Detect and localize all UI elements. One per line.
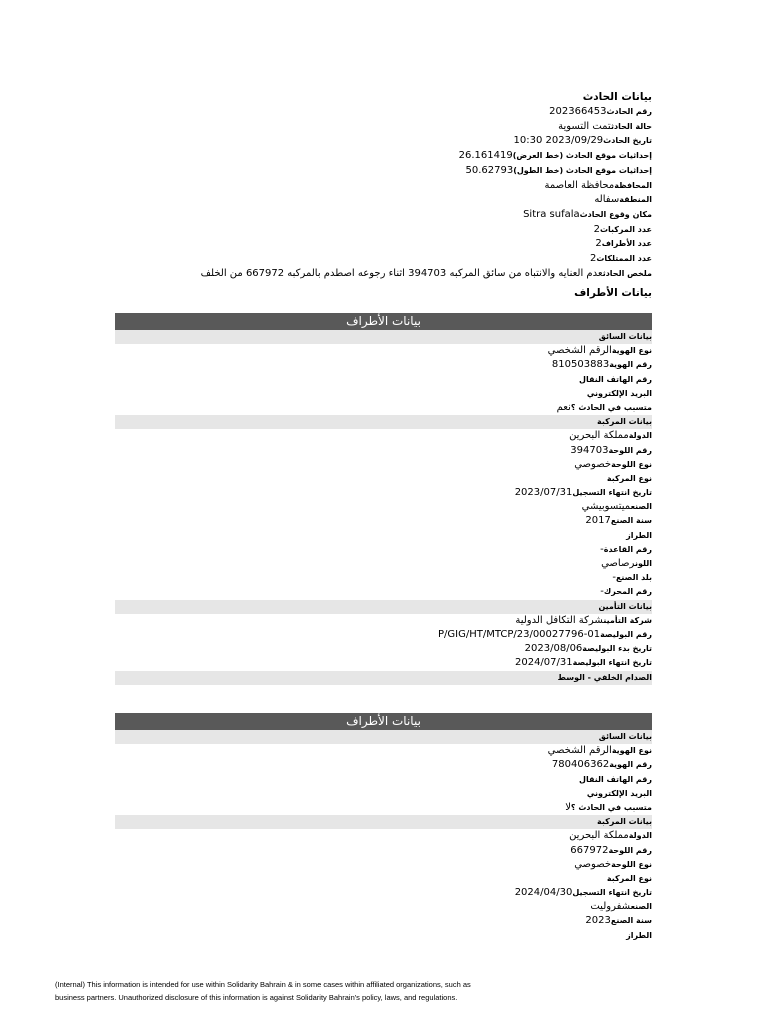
table-row [115, 472, 652, 486]
incident-section [200, 89, 652, 281]
table-row [115, 458, 652, 472]
incident-field [200, 105, 652, 120]
row-label: بيانات السائق [598, 732, 652, 741]
row-label: بيانات المركبة [597, 817, 652, 827]
row-label: تاريخ انتهاء البوليصة [572, 658, 652, 668]
table-row [115, 571, 652, 585]
field-label: عدد الممتلكات [596, 254, 652, 264]
field-value: محافظة العاصمة [544, 179, 615, 191]
row-value: 810503883 [551, 359, 610, 371]
row-value: رصاصي [601, 558, 635, 569]
row-label: الدولة [628, 831, 652, 841]
row-value: 2023/08/06 [524, 643, 583, 655]
table-row [115, 387, 652, 401]
row-label: متسبب في الحادث ؟ [570, 402, 652, 412]
row-label: بيانات السائق [598, 332, 652, 341]
row-value: نعم [556, 401, 571, 413]
row-value: الرقم الشخصي [547, 345, 612, 357]
row-value: الرقم الشخصي [547, 745, 612, 757]
field-value: 2 [595, 238, 602, 250]
incident-field [200, 149, 652, 164]
row-label: رقم الهوية [609, 760, 652, 770]
table-row [115, 358, 652, 372]
row-label: رقم البوليصة [600, 629, 652, 639]
table-row [115, 914, 652, 928]
section-row [115, 415, 652, 429]
row-value: - [600, 586, 604, 598]
field-value: Sitra sufala [523, 208, 580, 220]
incident-field [200, 267, 652, 282]
table-row [115, 642, 652, 656]
row-label: البريد الإلكتروني [586, 788, 652, 798]
field-label: عدد الأطراف [601, 239, 652, 249]
table-row [115, 858, 652, 872]
table-row [115, 744, 652, 758]
incident-title: بيانات الحادث [582, 91, 652, 103]
incident-field [200, 252, 652, 267]
field-value: 2 [593, 223, 600, 235]
incident-fields [200, 105, 652, 281]
row-label: رقم المحرك [603, 587, 652, 597]
row-label: نوع المركبة [606, 473, 652, 483]
field-value: 50.62793 [465, 164, 514, 176]
field-value: 2 [589, 253, 597, 265]
table-row [115, 373, 652, 387]
field-label: رقم الحادث [606, 107, 652, 116]
row-label: رقم الهاتف النقال [579, 374, 652, 384]
incident-field [200, 164, 652, 179]
table-row [115, 557, 652, 571]
row-label: الطراز [626, 530, 652, 540]
row-value: خصوصي [574, 458, 612, 470]
row-label: البريد الإلكتروني [586, 388, 652, 398]
row-label: بلد الصنع [615, 573, 652, 583]
row-label: الصدام الخلفي - الوسط [557, 672, 652, 682]
field-label: المحافظة [614, 180, 652, 190]
row-value: 667972 [570, 844, 609, 856]
table-row [115, 614, 652, 628]
row-label: رقم اللوحة [608, 845, 652, 855]
row-label: نوع اللوحة [611, 859, 652, 869]
party-table-header: بيانات الأطراف [115, 713, 652, 730]
table-row [115, 543, 652, 557]
field-label: مكان وقوع الحادث [579, 209, 652, 219]
field-value: تمت التسوية [558, 120, 611, 132]
row-label: سنة الصنع [610, 916, 652, 926]
row-label: الدولة [628, 431, 652, 441]
row-value: 394703 [570, 444, 609, 456]
section-row [115, 330, 652, 344]
table-row [115, 429, 652, 443]
row-label: تاريخ انتهاء التسجيل [572, 888, 652, 898]
incident-field [200, 208, 652, 223]
section-row [115, 730, 652, 744]
field-label: المنطقة [619, 195, 652, 205]
row-value: - [600, 543, 604, 555]
table-row [115, 656, 652, 670]
row-value: مملكة البحرين [569, 830, 629, 842]
incident-field [200, 237, 652, 252]
row-value: 780406362 [551, 759, 610, 771]
field-value: سفاله [594, 194, 620, 206]
parties-section-title: بيانات الأطراف [574, 287, 652, 299]
row-label: نوع المركبة [606, 873, 652, 883]
party-table-header: بيانات الأطراف [115, 313, 652, 330]
row-value: شركة التكافل الدولية [515, 614, 604, 626]
section-row [115, 671, 652, 685]
row-label: رقم اللوحة [608, 445, 652, 455]
row-value: خصوصي [574, 858, 612, 870]
row-value: شفروليت [590, 901, 631, 913]
row-label: نوع اللوحة [611, 459, 652, 469]
row-label: الصنع [630, 902, 652, 912]
row-value: ميتسوبيشي [581, 501, 631, 513]
row-label: رقم الهاتف النقال [579, 774, 652, 784]
footer-line-2: business partners. Unauthorized disclosure of this information is against Solidarity Bahrain's policy, laws, and regulations. [55, 993, 458, 1002]
row-value: مملكة البحرين [569, 430, 629, 442]
table-row [115, 486, 652, 500]
incident-field [200, 193, 652, 208]
field-label: إحداثيات موقع الحادث (خط الطول) [513, 165, 652, 175]
table-row [115, 829, 652, 843]
table-row [115, 872, 652, 886]
table-row [115, 886, 652, 900]
field-label: تاريخ الحادث [603, 136, 652, 146]
row-value: 2023 [585, 915, 611, 927]
table-row [115, 773, 652, 787]
row-label: تاريخ انتهاء التسجيل [572, 488, 652, 498]
field-label: حالة الحادث [610, 121, 652, 131]
field-label: إحداثيات موقع الحادث (خط العرض) [512, 151, 652, 161]
incident-field [200, 120, 652, 135]
table-row [115, 758, 652, 772]
row-label: متسبب في الحادث ؟ [570, 802, 652, 812]
row-label: شركة التأمين [603, 615, 652, 625]
table-row [115, 900, 652, 914]
row-label: نوع الهوية [611, 346, 652, 356]
row-value: 2024/07/31 [514, 657, 573, 669]
table-row [115, 628, 652, 642]
footer-line-1: (Internal) This information is intended for use within Solidarity Bahrain & in some cases within affiliated organizations, such as [55, 980, 471, 989]
table-row [115, 929, 652, 943]
field-label: ملخص الحادث [602, 268, 652, 278]
field-value: 202366453 [549, 106, 607, 117]
row-label: اللون [634, 559, 652, 568]
row-value: لا [565, 801, 571, 813]
table-row [115, 514, 652, 528]
field-value: 2023/09/29 10:30 [513, 135, 604, 147]
field-label: عدد المركبات [599, 224, 652, 234]
row-label: تاريخ بدء البوليصة [582, 644, 652, 654]
row-label: الطراز [626, 930, 652, 940]
row-label: الصنع [630, 502, 652, 512]
table-row [115, 787, 652, 801]
field-value: عدم العنايه والانتباه من سائق المركبه 394703 اثناء رجوعه اصطدم بالمركبه 667972 من الخلف [200, 267, 603, 279]
row-value: 2017 [585, 515, 611, 527]
row-value: 2024/04/30 [514, 887, 573, 899]
field-value: 26.161419 [458, 150, 513, 162]
party-table-2 [115, 713, 652, 943]
table-row [115, 444, 652, 458]
footer-disclaimer [55, 978, 575, 1004]
table-row [115, 585, 652, 599]
incident-field [200, 134, 652, 149]
table-row [115, 529, 652, 543]
table-row [115, 500, 652, 514]
incident-field [200, 179, 652, 194]
row-value: P/GIG/HT/MTCP/23/00027796-01 [437, 628, 601, 640]
table-row [115, 344, 652, 358]
section-row [115, 815, 652, 829]
party-table-1 [115, 313, 652, 685]
incident-field [200, 223, 652, 238]
table-row [115, 801, 652, 815]
row-label: بيانات التأمين [598, 601, 652, 611]
party-table-rows [115, 330, 652, 685]
table-row [115, 401, 652, 415]
table-row [115, 844, 652, 858]
row-label: نوع الهوية [611, 746, 652, 756]
row-label: رقم القاعدة [603, 544, 652, 554]
section-row [115, 600, 652, 614]
row-label: رقم الهوية [609, 360, 652, 370]
row-value: 2023/07/31 [514, 487, 573, 499]
row-label: بيانات المركبة [597, 417, 652, 427]
party-table-rows [115, 730, 652, 943]
row-label: سنة الصنع [610, 516, 652, 526]
row-value: - [612, 572, 616, 584]
